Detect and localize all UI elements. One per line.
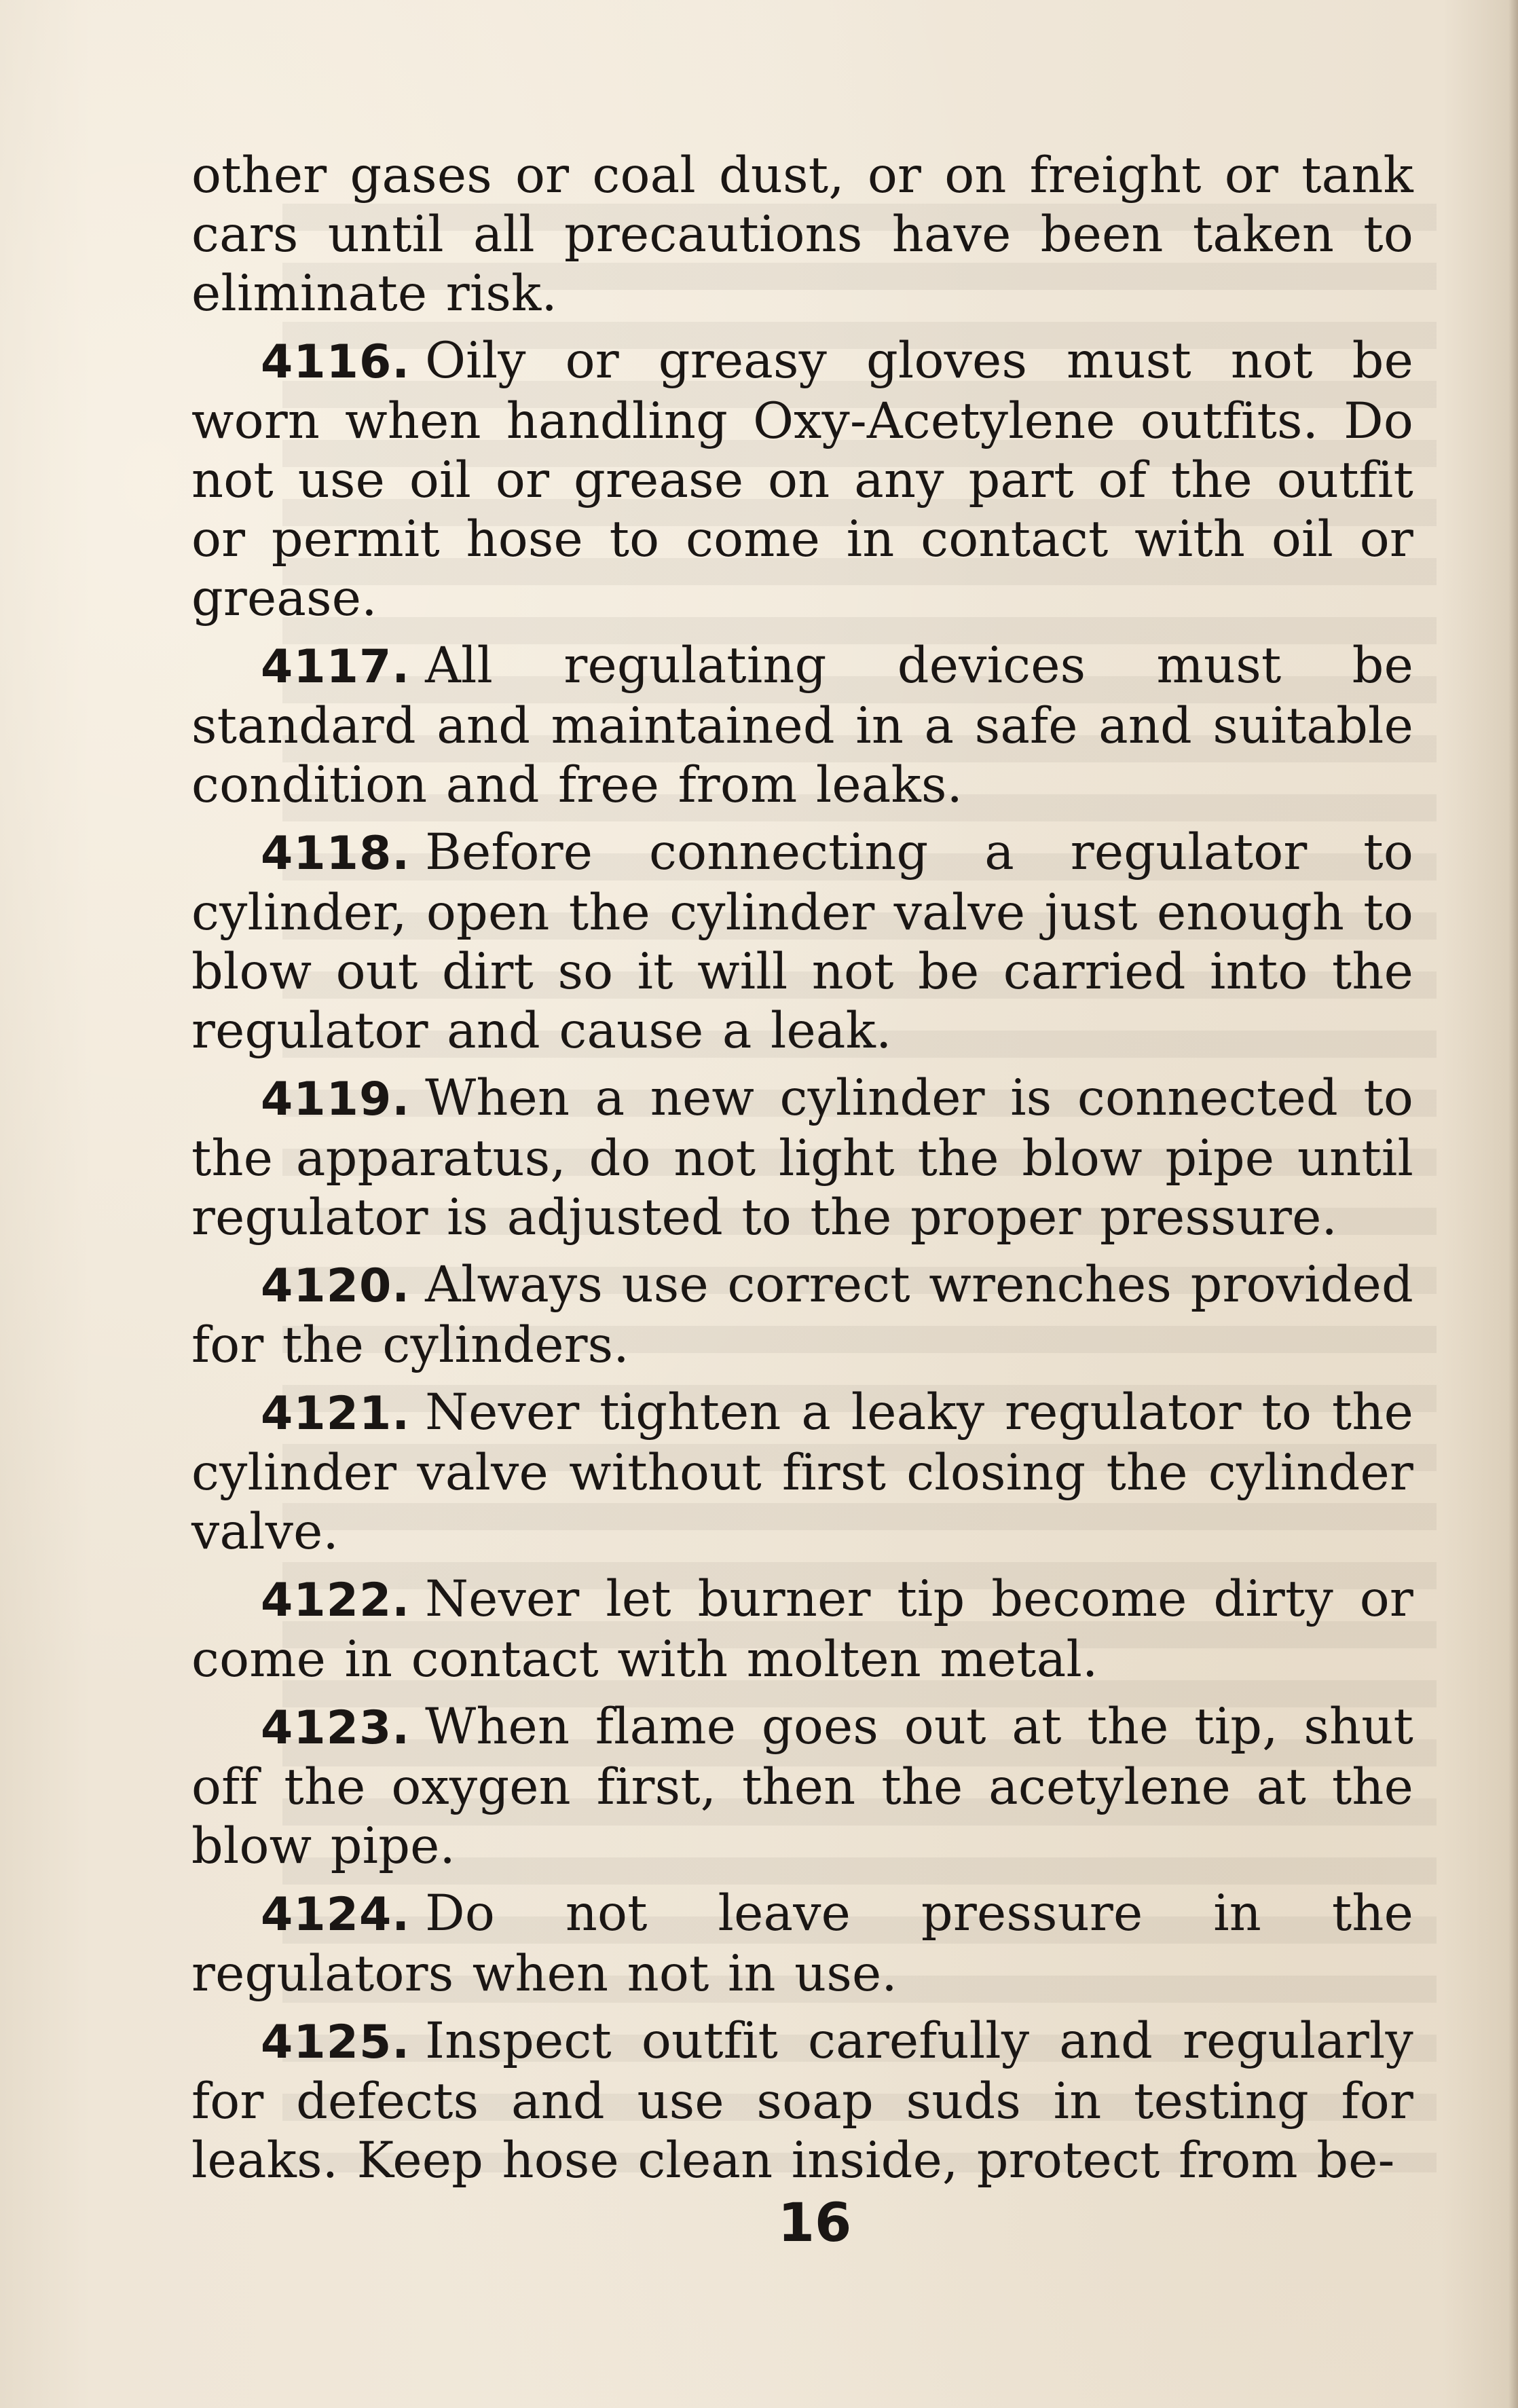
rule-text: When flame goes out at the tip, shut off the oxygen first, then the acetylene at the blow pipe. bbox=[191, 1698, 1413, 1875]
rule-number: 4119. bbox=[261, 1073, 411, 1126]
rule-4124 bbox=[191, 1884, 1413, 2003]
rule-number: 4125. bbox=[261, 2016, 411, 2069]
page-body bbox=[191, 146, 1413, 2198]
rule-4117 bbox=[191, 636, 1413, 815]
rule-4120 bbox=[191, 1255, 1413, 1375]
rule-text: Oily or greasy gloves must not be worn when handling Oxy-Acetylene outfits. Do not use oil or grease on any part of the outfit or permit hose to come in contact with oil or grease. bbox=[191, 332, 1413, 627]
rule-4122 bbox=[191, 1570, 1413, 1689]
rule-4119 bbox=[191, 1069, 1413, 1247]
rule-text: When a new cylinder is connected to the apparatus, do not light the blow pipe until regulator is adjusted to the proper pressure. bbox=[191, 1069, 1413, 1246]
rule-number: 4116. bbox=[261, 335, 411, 389]
rule-number: 4117. bbox=[261, 640, 411, 694]
intro-paragraph: other gases or coal dust, or on freight or tank cars until all precautions have been taken to eliminate risk. bbox=[191, 147, 1413, 322]
rule-number: 4122. bbox=[261, 1574, 411, 1627]
rule-number: 4124. bbox=[261, 1888, 411, 1942]
rule-text: Before connecting a regulator to cylinder, open the cylinder valve just enough to blow out dirt so it will not be carried into the regulator and cause a leak. bbox=[191, 823, 1413, 1060]
rule-text: Never let burner tip become dirty or come in contact with molten metal. bbox=[191, 1570, 1413, 1688]
rule-4118 bbox=[191, 823, 1413, 1060]
rule-text: Never tighten a leaky regulator to the cylinder valve without first closing the cylinder valve. bbox=[191, 1384, 1413, 1561]
rule-text: Inspect outfit carefully and regularly for defects and use soap suds in testing for leaks. Keep hose clean inside, protect from be- bbox=[191, 2012, 1413, 2189]
rule-number: 4120. bbox=[261, 1259, 411, 1313]
rule-4121 bbox=[191, 1383, 1413, 1561]
rule-text: All regulating devices must be standard and maintained in a safe and suitable condition and free from leaks. bbox=[191, 637, 1413, 814]
rule-text: Always use correct wrenches provided for the cylinders. bbox=[191, 1256, 1413, 1374]
rule-number: 4118. bbox=[261, 827, 411, 881]
rule-text: Do not leave pressure in the regulators when not in use. bbox=[191, 1885, 1413, 2003]
page-edge-shadow bbox=[1508, 0, 1518, 2408]
rule-number: 4121. bbox=[261, 1387, 411, 1441]
page-number: 16 bbox=[777, 2193, 852, 2254]
rule-4116 bbox=[191, 331, 1413, 628]
rule-number: 4123. bbox=[261, 1701, 411, 1755]
rule-4123 bbox=[191, 1697, 1413, 1876]
rule-4125 bbox=[191, 2012, 1413, 2190]
